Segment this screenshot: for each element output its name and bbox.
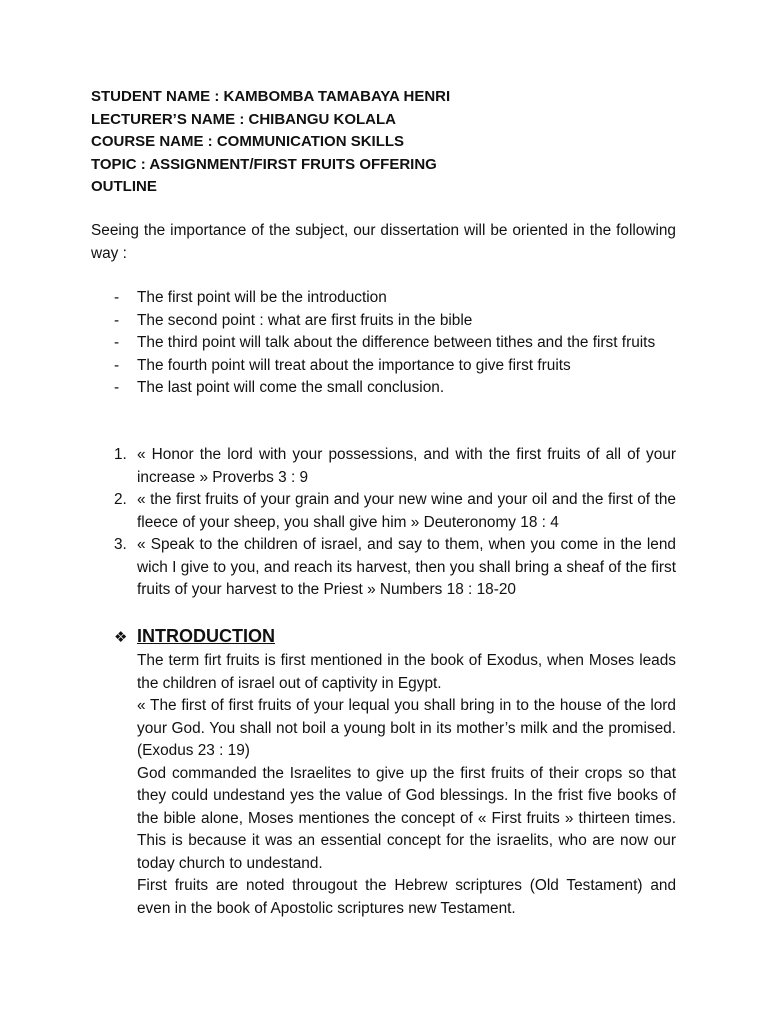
list-item: 3. « Speak to the children of israel, and say to them, when you come in the lend wich I give to you, and reach its harvest, then you shall bring a sheaf of the first fruits of your harvest to the Priest » Numbers 18 : 18-20 — [114, 536, 676, 598]
section-heading — [114, 623, 275, 651]
paragraph: « The first of first fruits of your lequal you shall bring in to the house of the lord your God. You shall not boil a young bolt in its mother’s milk and the promised. (Exodus 23 : 19) — [137, 697, 676, 759]
intro-sentence: Seeing the importance of the subject, our dissertation will be oriented in the following way : — [91, 222, 676, 262]
list-item: - The last point will come the small conclusion. — [91, 377, 676, 400]
bullet-dash: - — [114, 334, 120, 351]
student-name: STUDENT NAME : KAMBOMBA TAMABAYA HENRI — [91, 88, 451, 105]
bullet-dash: - — [114, 289, 120, 306]
list-item: - The first point will be the introduction — [91, 287, 676, 310]
list-item: - The second point : what are first fruits in the bible — [91, 310, 676, 333]
paragraph: First fruits are noted througout the Hebrew scriptures (Old Testament) and even in the book of Apostolic scriptures new Testament. — [137, 877, 676, 917]
list-item: 1. « Honor the lord with your possessions, and with the first fruits of all of your increase » Proverbs 3 : 9 — [114, 446, 676, 486]
topic: TOPIC : ASSIGNMENT/FIRST FRUITS OFFERING — [91, 155, 437, 173]
outline-heading: OUTLINE — [91, 178, 157, 195]
outline-list — [91, 287, 676, 400]
course-name: COURSE NAME : COMMUNICATION SKILLS — [91, 133, 405, 150]
quote-list — [91, 444, 676, 602]
list-item: - The third point will talk about the difference between tithes and the first fruits — [91, 332, 676, 355]
list-item: - The fourth point will treat about the importance to give first fruits — [91, 355, 676, 378]
paragraph: God commanded the Israelites to give up the first fruits of their crops so that they could undestand yes the value of God blessings. In the frist five books of the bible alone, Moses mentiones the concept of « First fruits » thirteen times. This is because it was an essential concept for the israelits, who are now our today church to undestand. — [137, 764, 676, 872]
header-block — [91, 86, 691, 199]
paragraph: The term firt fruits is first mentioned in the book of Exodus, when Moses leads the children of israel out of captivity in Egypt. — [137, 652, 676, 692]
lecturer-name: LECTURER’S NAME : CHIBANGU KOLALA — [91, 110, 396, 128]
introduction-body — [137, 650, 676, 920]
diamond-bullet-icon: ❖ — [114, 629, 128, 646]
bullet-dash: - — [114, 379, 120, 396]
section-title: INTRODUCTION — [137, 626, 275, 646]
list-item: 2. « the first fruits of your grain and your new wine and your oil and the first of the fleece of your sheep, you shall give him » Deuteronomy 18 : 4 — [114, 491, 676, 531]
bullet-dash: - — [114, 311, 120, 329]
bullet-dash: - — [114, 356, 120, 374]
